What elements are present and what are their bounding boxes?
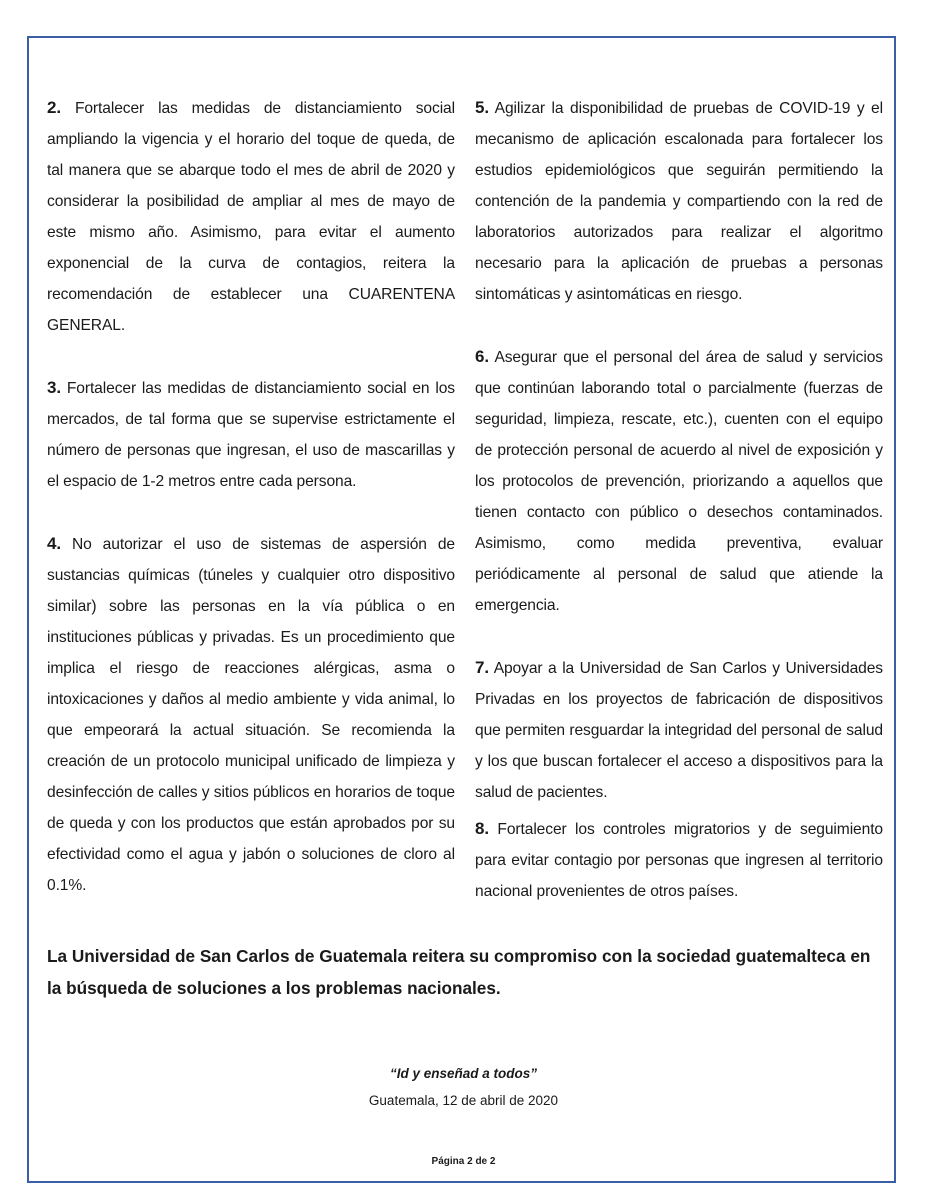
recommendation-number: 2. xyxy=(47,98,61,117)
recommendation-2 xyxy=(47,92,455,341)
recommendation-3 xyxy=(47,372,455,497)
recommendation-text: Fortalecer las medidas de distanciamiento social ampliando la vigencia y el horario del toque de queda, de tal manera que se abarque todo el mes de abril de 2020 y considerar la posibilidad de ampliar al mes de mayo de este mismo año. Asimismo, para evitar el aumento exponencial de la curva de contagios, reitera la recomendación de establecer una CUARENTENA GENERAL. xyxy=(47,100,455,334)
page-number: Página 2 de 2 xyxy=(431,1156,496,1167)
recommendation-number: 7. xyxy=(475,658,489,677)
recommendation-number: 6. xyxy=(475,347,489,366)
recommendation-4 xyxy=(47,528,455,901)
dateline: Guatemala, 12 de abril de 2020 xyxy=(368,1093,559,1108)
recommendation-text: Apoyar a la Universidad de San Carlos y Universidades Privadas en los proyectos de fabricación de dispositivos que permiten resguardar la integridad del personal de salud y los que buscan fortalecer el acceso a dispositivos para la salud de pacientes. xyxy=(475,660,883,801)
right-column xyxy=(475,92,883,907)
recommendation-8 xyxy=(475,813,883,907)
closing-statement: La Universidad de San Carlos de Guatemala reitera su compromiso con la sociedad guatemalteca en la búsqueda de soluciones a los problemas nacionales. xyxy=(47,946,871,998)
left-column xyxy=(47,92,455,901)
recommendation-number: 5. xyxy=(475,98,489,117)
motto: “Id y enseñad a todos” xyxy=(389,1066,538,1081)
recommendation-text: No autorizar el uso de sistemas de aspersión de sustancias químicas (túneles y cualquier otro dispositivo similar) sobre las personas en la vía pública o en instituciones públicas y privadas. Es un procedimiento que implica el riesgo de reacciones alérgicas, asma o intoxicaciones y daños al medio ambiente y vida animal, lo que empeorará la actual situación. Se recomienda la creación de un protocolo municipal unificado de limpieza y desinfección de calles y sitios públicos en horarios de toque de queda y con los productos que están aprobados por su efectividad como el agua y jabón o soluciones de cloro al 0.1%. xyxy=(47,536,455,894)
recommendation-5 xyxy=(475,92,883,310)
recommendation-text: Fortalecer las medidas de distanciamiento social en los mercados, de tal forma que se supervise estrictamente el número de personas que ingresan, el uso de mascarillas y el espacio de 1-2 metros entre cada persona. xyxy=(47,380,455,490)
recommendation-text: Agilizar la disponibilidad de pruebas de COVID-19 y el mecanismo de aplicación escalonada para fortalecer los estudios epidemiológicos que seguirán permitiendo la contención de la pandemia y compartiendo con la red de laboratorios autorizados para realizar el algoritmo necesario para la aplicación de pruebas a personas sintomáticas y asintomáticas en riesgo. xyxy=(475,100,883,303)
recommendation-7 xyxy=(475,652,883,808)
recommendation-text: Asegurar que el personal del área de salud y servicios que continúan laborando total o parcialmente (fuerzas de seguridad, limpieza, rescate, etc.), cuenten con el equipo de protección personal de acuerdo al nivel de exposición y los protocolos de prevención, priorizando a aquellos que tienen contacto con público o desechos contaminados. Asimismo, como medida preventiva, evaluar periódicamente al personal de salud que atiende la emergencia. xyxy=(475,349,884,614)
recommendation-number: 3. xyxy=(47,378,61,397)
recommendation-number: 4. xyxy=(47,534,61,553)
recommendation-6 xyxy=(475,341,883,621)
recommendation-text: Fortalecer los controles migratorios y de seguimiento para evitar contagio por personas que ingresen al territorio nacional provenientes de otros países. xyxy=(475,821,884,900)
recommendation-number: 8. xyxy=(475,819,489,838)
